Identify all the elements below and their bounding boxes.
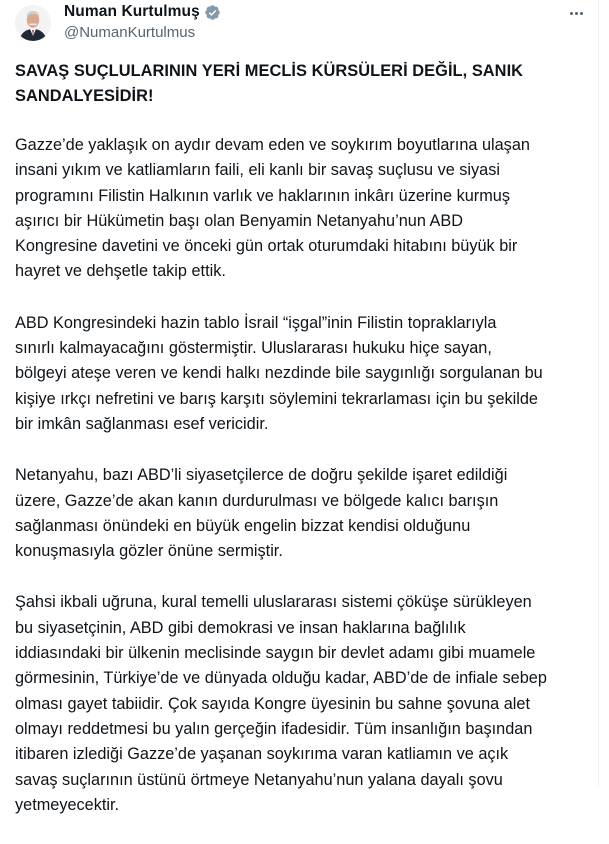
paragraph-line: Şahsi ikbali uğruna, kural temelli uluslararası sistemi çöküşe sürükleyen — [15, 593, 532, 612]
post-paragraph — [15, 133, 575, 285]
paragraph-line: savaş suçlarının üstünü örtmeye Netanyahu’nun yalana dayalı şovu — [15, 770, 503, 789]
post-header — [0, 0, 598, 50]
avatar-portrait-icon — [15, 5, 51, 41]
paragraph-line: Gazze’de yaklaşık on aydır devam eden ve soykırım boyutlarına ulaşan — [15, 136, 530, 154]
paragraph-line: olması gayet tabiidir. Çok sayıda Kongre üyesinin bu sahne şovuna alet — [15, 694, 530, 713]
more-horizontal-icon — [575, 12, 578, 15]
post-body — [15, 59, 575, 844]
paragraph-line: insani yıkım ve katliamların faili, eli kanlı bir savaş suçlusu ve siyasi — [15, 161, 500, 180]
paragraph-line: olmayı reddetmesi bu yalın gerçeğin ifadesidir. Tüm insanlığın başından — [15, 719, 533, 738]
paragraph-line: sağlanması önündeki en büyük engelin bizzat kendisi olduğunu — [15, 516, 471, 535]
paragraph-line: hayret ve dehşetle takip ettik. — [15, 262, 226, 281]
paragraph-line: bu siyasetçinin, ABD gibi demokrasi ve insan haklarına bağlılık — [15, 618, 466, 637]
paragraph-line: kişiye ırkçı nefretini ve barış karşıtı söylemini tekrarlaması için bu şekilde — [15, 389, 538, 408]
paragraph-line: üzere, Gazze’de akan kanın durdurulması ve bölgede kalıcı barışın — [15, 491, 499, 510]
paragraph-line: sınırlı kalmayacağını göstermiştir. Uluslararası hukuku hiçe sayan, — [15, 339, 492, 358]
paragraph-line: Netanyahu, bazı ABD’li siyasetçilerce de doğru şekilde işaret edildiği — [15, 466, 508, 485]
more-horizontal-icon — [570, 12, 573, 15]
paragraph-line: aşırıcı bir Hükümetin başı olan Benyamin Netanyahu’nun ABD — [15, 211, 463, 230]
author-name-row[interactable] — [64, 3, 221, 21]
paragraph-line: bir imkân sağlanması esef vericidir. — [15, 414, 269, 433]
verified-badge-icon — [204, 4, 221, 21]
avatar[interactable] — [15, 5, 51, 41]
paragraph-line: görmesinin, Türkiye’de ve dünyada olduğu kadar, ABD’de de infiale sebep — [15, 669, 547, 688]
paragraph-line: itibaren izlediği Gazze’de yaşanan soykırıma varan katliamın ve açık — [15, 745, 509, 764]
paragraph-line: Kongresine davetini ve önceki gün ortak oturumdaki hitabını büyük bir — [15, 237, 518, 256]
post-title-line: SANDALYESİDİR! — [15, 87, 154, 105]
paragraph-line: bölgeyi ateşe veren ve kendi halkı nezdinde bile saygınlığı sorgulanan bu — [15, 364, 543, 383]
paragraph-line: konuşmasıyla gözler önüne sermiştir. — [15, 542, 283, 561]
more-options-button[interactable] — [565, 6, 587, 20]
author-handle[interactable]: @NumanKurtulmus — [64, 24, 196, 41]
post-paragraph — [15, 463, 575, 564]
post-paragraph — [15, 311, 575, 437]
paragraph-line: ABD Kongresindeki hazin tablo İsrail “işgal”inin Filistin topraklarıyla — [15, 313, 497, 332]
paragraph-line: programını Filistin Halkının varlık ve haklarının inkârı üzerine kurmuş — [15, 186, 510, 205]
paragraph-line: yetmeyecektir. — [15, 795, 120, 814]
post-title-line: SAVAŞ SUÇLULARININ YERİ MECLİS KÜRSÜLERİ DEĞİL, SANIK — [15, 62, 524, 80]
paragraph-line: iddiasındaki bir ülkenin meclisinde saygın bir devlet adamı gibi muamele — [15, 644, 536, 663]
post-title — [15, 59, 575, 109]
author-name[interactable]: Numan Kurtulmuş — [64, 3, 200, 20]
post-paragraph — [15, 590, 575, 818]
more-horizontal-icon — [580, 12, 583, 15]
column-divider — [598, 0, 599, 787]
